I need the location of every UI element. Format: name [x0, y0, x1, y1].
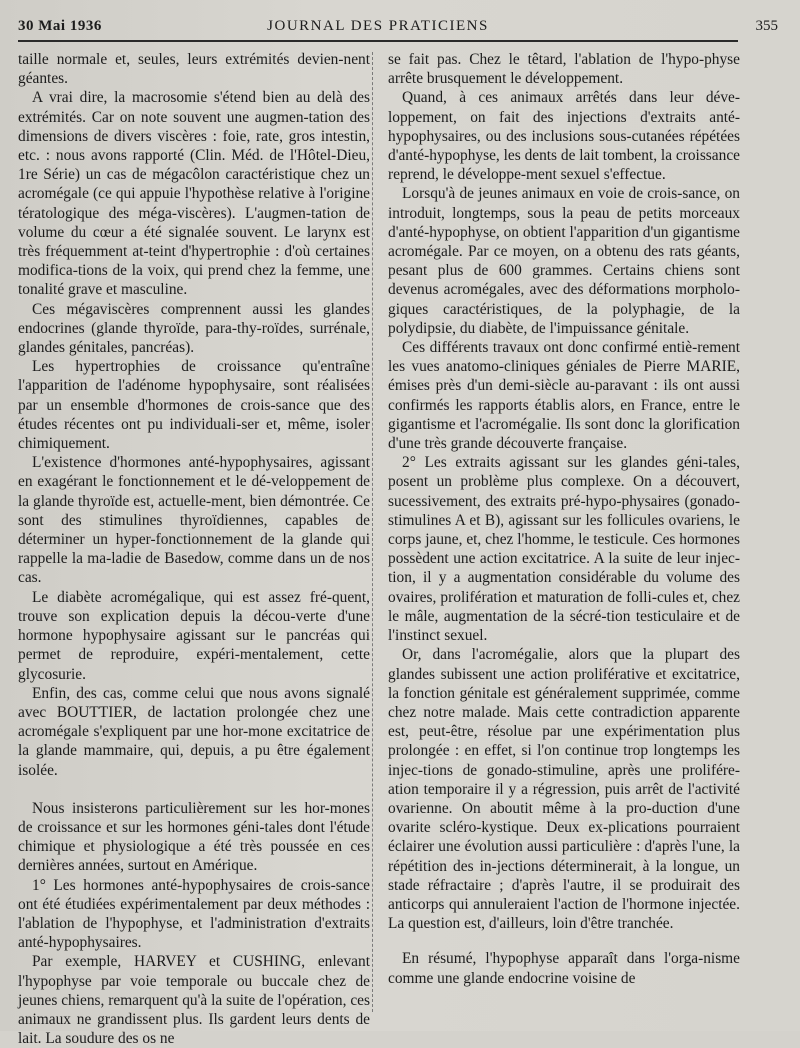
paragraph: Lorsqu'à de jeunes animaux en voie de crois-sance, on introduit, longtemps, sous la peau de petits morceaux d'anté-hypophyse, on obtient l'apparition d'un gigantisme acromégale. Par ce moyen, on a obtenu des rats géants, pesant plus de 600 grammes. Certains chiens sont devenus acromégales, avec des déformations morpholo-giques caractéristiques, de la polyphagie, de la polydipsie, du diabète, de l'impuissance génitale. — [388, 185, 740, 337]
paragraph: Enfin, des cas, comme celui que nous avons signalé avec BOUTTIER, de lactation prolongée chez une acromégale s'expliquent par une hor-mone excitatrice de la glande mammaire, qui, depuis, a pu être également isolée. — [18, 684, 370, 779]
paragraph: Quand, à ces animaux arrêtés dans leur déve-loppement, on fait des injections d'extraits anté-hypophysaires, ou des inclusions sous-cutanées répétées d'anté-hypophyse, les dents de lait tombent, la croissance reprend, le développe-ment sexuel s'effectue. — [388, 89, 740, 184]
paragraph: Les hypertrophies de croissance qu'entraîne l'apparition de l'adénome hypophysaire, sont réalisées par un ensemble d'hormones de crois-sance que des études récentes ont pu individuali-ser et, même, isoler chimiquement. — [18, 358, 370, 453]
paragraph: L'existence d'hormones anté-hypophysaires, agissant en exagérant le fonctionnement et le dé-veloppement de la glande thyroïde est, actuelle-ment, bien démontrée. Ce sont des stimulines thyroïdiennes, capables de déterminer un hyper-fonctionnement de la glande qui rappelle la ma-ladie de Basedow, comme dans un de nos cas. — [18, 454, 370, 587]
issue-date: 30 Mai 1936 — [18, 18, 102, 34]
paragraph: Nous insisterons particulièrement sur les hor-mones de croissance et sur les hormones géni-tales dont l'étude chimique et physiologique a été très poussée en ces dernières années, surtout en Amérique. — [18, 799, 370, 875]
running-header — [18, 16, 778, 42]
paragraph: taille normale et, seules, leurs extrémités devien-nent géantes. — [18, 51, 370, 88]
paragraph: 2° Les extraits agissant sur les glandes géni-tales, posent un problème plus complexe. On a découvert, sucessivement, des extraits pré-hypo-physaires (gonado-stimulines A et B), agissant sur les follicules ovariens, le corps jaune, et, chez l'homme, le testicule. Ces hormones possèdent une action excitatrice. A la suite de leur injec-tion, il y a augmentation considérable du volume des ovaires, prolifération et maturation de folli-cules et, chez le mâle, augmentation de la sécré-tion testiculaire et de l'instinct sexuel. — [388, 454, 740, 645]
paragraph: Or, dans l'acromégalie, alors que la plupart des glandes subissent une action proliférative et excitatrice, la fonction génitale est généralement supprimée, comme chez notre malade. Mais cette contradiction apparente est, peut-être, résolue par une expérimentation plus prolongée : en effet, si l'on continue trop longtemps les injec-tions de gonado-stimuline, après une prolifére-ation temporaire il y a régression, puis arrêt de l'activité ovarienne. On aboutit même à la pro-duction d'une ovarite scléro-kystique. Deux ex-plications pourraient éclairer une évolution aussi particulière : d'après l'une, la répétition des in-jections déterminerait, à la longue, un stade réfractaire ; d'après l'autre, il se produirait des anticorps qui annuleraient l'action de l'hormone injectée. La question est, d'ailleurs, loin d'être tranchée. — [388, 646, 740, 933]
paragraph: Ces mégaviscères comprennent aussi les glandes endocrines (glande thyroïde, para-thy-roïdes, surrénale, glandes génitales, pancréas). — [18, 300, 370, 357]
paragraph: Le diabète acromégalique, qui est assez fré-quent, trouve son explication depuis la décou-verte d'une hormone hypophysaire agissant sur le pancréas qui permet de reproduire, expéri-mentalement, cette glycosurie. — [18, 588, 370, 683]
paragraph: Par exemple, HARVEY et CUSHING, enlevant l'hypophyse par voie temporale ou buccale chez de jeunes chiens, remarquent qu'à la suite de l'opération, ces animaux ne grandissent plus. Ils gardent leurs dents de lait. La soudure des os ne — [18, 953, 370, 1048]
left-column — [18, 50, 370, 1048]
journal-title: JOURNAL DES PRATICIENS — [267, 18, 489, 34]
page-number: 355 — [755, 18, 778, 34]
paragraph: Ces différents travaux ont donc confirmé entiè-rement les vues anatomo-cliniques géniales de Pierre MARIE, émises près d'un demi-siècle au-paravant : ils ont aussi confirmés les rapports établis alors, en France, entre le gigantisme et l'acromégalie. Ils sont donc la glorification d'une très grande découverte française. — [388, 339, 740, 453]
column-divider — [372, 52, 374, 1012]
right-column — [388, 50, 740, 988]
paragraph: En résumé, l'hypophyse apparaît dans l'orga-nisme comme une glande endocrine voisine de — [388, 950, 740, 987]
paragraph: A vrai dire, la macrosomie s'étend bien au delà des extrémités. Car on note souvent une augmen-tation des dimensions de divers viscères : foie, rate, gros intestin, etc. : nous avons rapporté (Clin. Méd. de l'Hôtel-Dieu, 1re Série) un cas de mégacôlon caractéristique chez un acromégale (ce qui appuie l'hypothèse relative à l'origine tératologique des méga-viscères). L'augmen-tation de volume du cœur a été signalée souvent. Le larynx est très fréquemment at-teint d'hypertrophie : d'où certaines modifica-tions de la voix, qui prend chez la femme, une tonalité grave et masculine. — [18, 89, 370, 299]
paragraph: 1° Les hormones anté-hypophysaires de crois-sance ont été étudiées expérimentalement par deux méthodes : l'ablation de l'hypophyse, et l'administration d'extraits anté-hypophysaires. — [18, 876, 370, 952]
paragraph: se fait pas. Chez le têtard, l'ablation de l'hypo-physe arrête brusquement le développement. — [388, 51, 740, 88]
